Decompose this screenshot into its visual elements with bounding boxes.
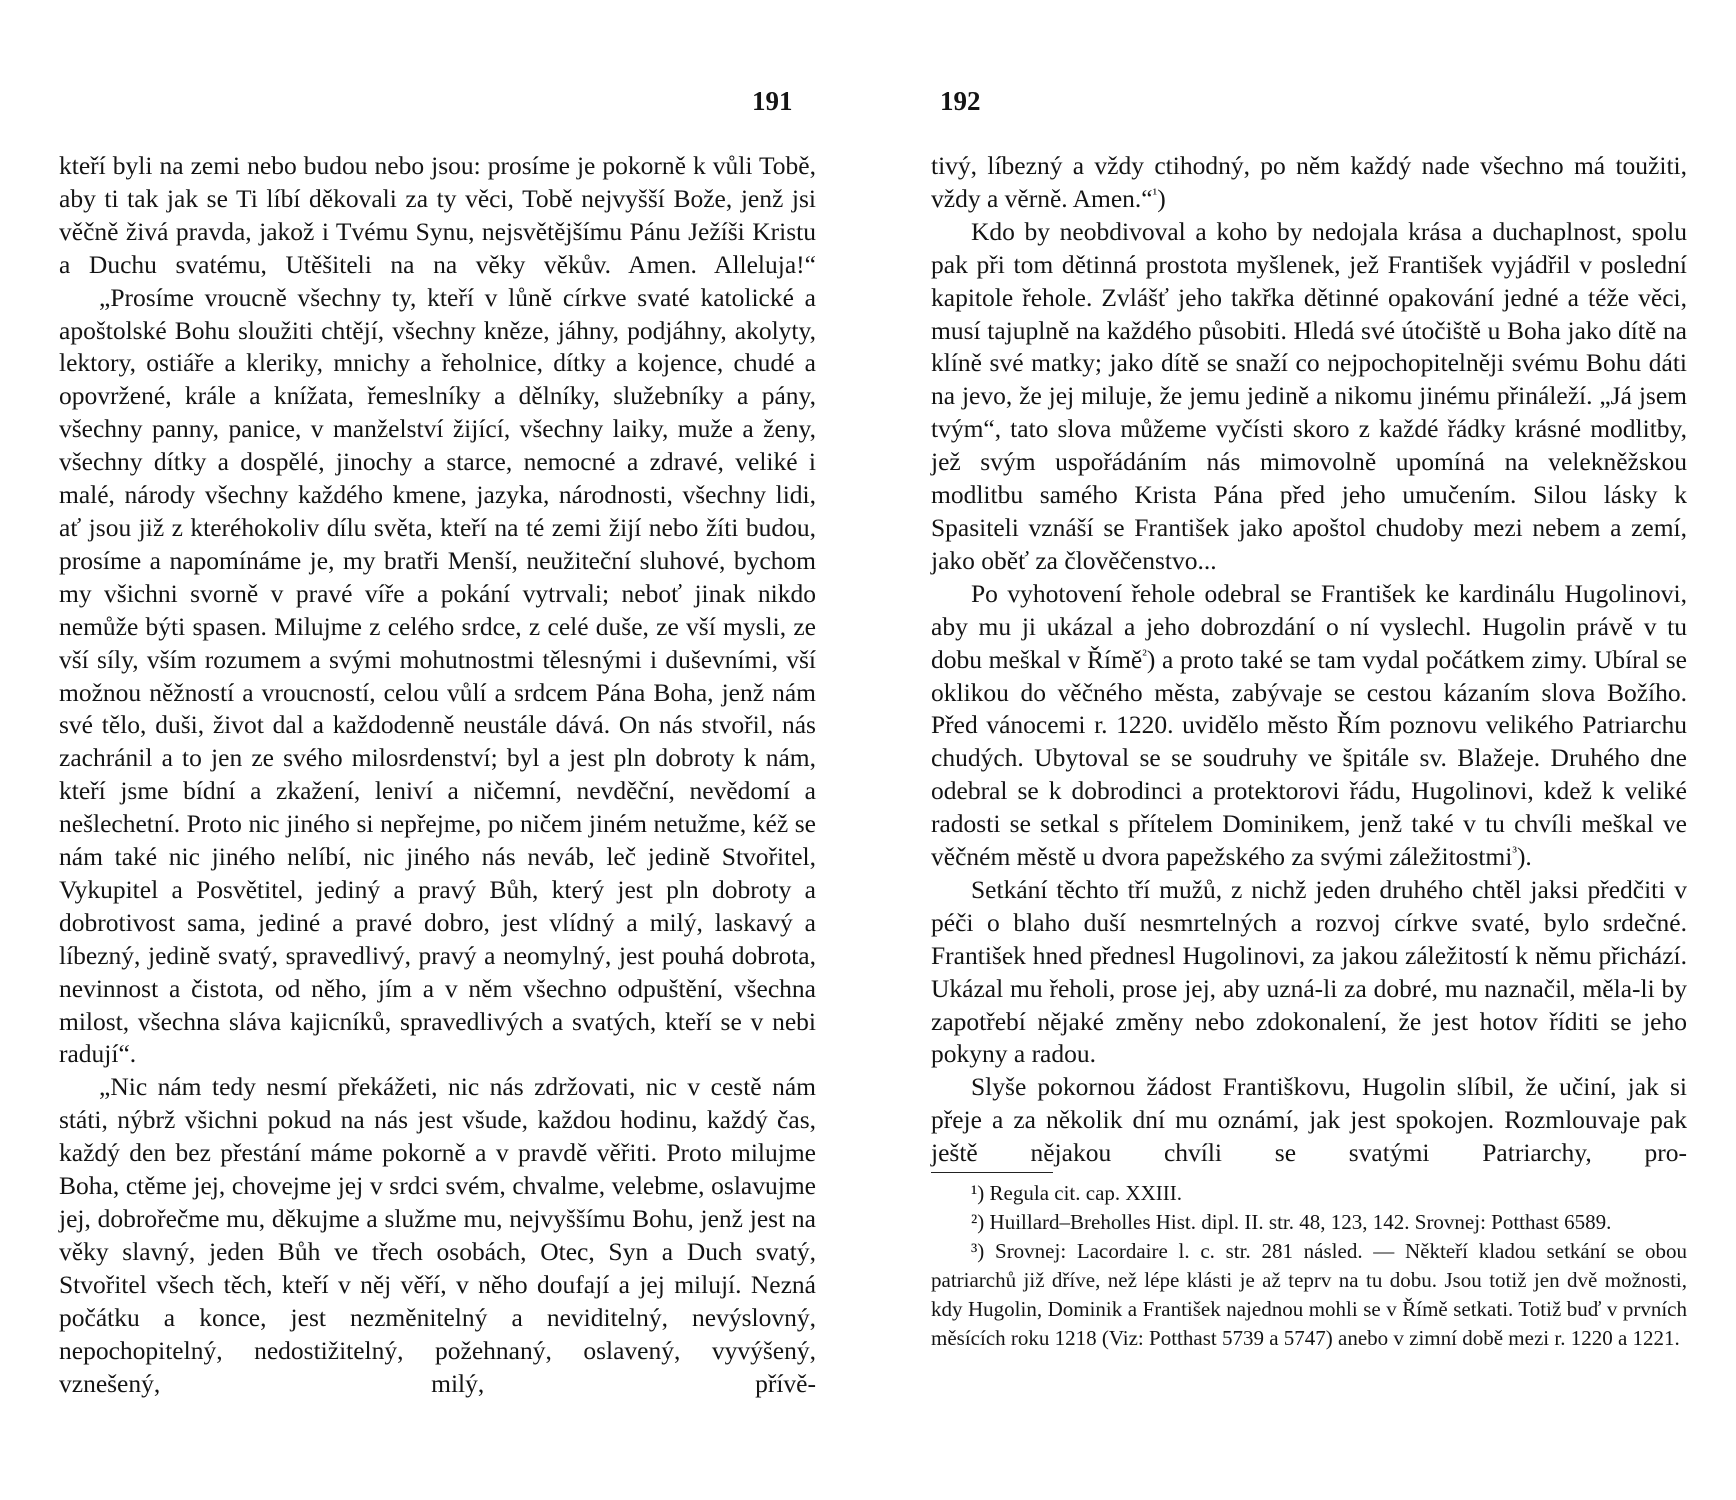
footnote: ¹) Regula cit. cap. XXIII. — [971, 1181, 1182, 1206]
footnote-marker: ³ — [1512, 843, 1517, 861]
paragraph: Kdo by neobdivoval a koho by nedojala krása a duchaplnost, spolu pak při tom dětinná prostota myšlenek, jež František vyjádřil v poslední kapitole řehole. Zvlášť jeho takřka dětinné opakování jedné a téže věci, musí tajuplně na každého působiti. Hledá své útočiště u Boha jako dítě na klíně své matky; jako dítě se snaží co nejpochopitelněji svému Bohu dáti na jevo, že jej miluje, že jemu jedině a nikomu jinému přináleží. „Já jsem tvým“, tato slova můžeme vyčísti skoro z každé řádky krásné modlitby, jež svým uspořádáním nás mimovolně upomíná na velekněžskou modlitbu samého Krista Pána před jeho umučením. Silou lásky k Spasiteli vznáší se František jako apoštol chudoby mezi nebem a zemí, jako oběť za člověčenstvo... — [931, 216, 1687, 575]
body-text — [931, 150, 1687, 1353]
paragraph: Slyše pokornou žádost Františkovu, Hugolin slíbil, že učiní, jak si přeje a za několik dní mu oznámí, jak jest spokojen. Rozmlouvaje pak ještě nějakou chvíli se svatými Patriarchy, pro- — [931, 1072, 1687, 1168]
footnote-marker: ¹ — [1152, 185, 1158, 203]
paragraph: „Nic nám tedy nesmí překážeti, nic nás zdržovati, nic v cestě nám státi, nýbrž všichni pokud na nás jest všude, každou hodinu, každý čas, každý den bez přestání máme pokorně a v pravdě věřiti. Proto milujme Boha, ctěme jej, chovejme jej v srdci svém, chvalme, velebme, oslavujme jej, dobrořečme mu, děkujme a služme mu, nejvyššímu Bohu, jenž jest na věky slavný, jeden Bůh ve třech osobách, Otec, Syn a Duch svatý, Stvořitel všech těch, kteří v něj věří, v něho doufají a jej milují. Nezná počátku a konce, jest nezměnitelný a neviditelný, nevýslovný, nepochopitelný, nedostižitelný, požehnaný, oslavený, vyvýšený, vznešený, milý, přívě- — [59, 1072, 816, 1398]
paragraph: Po vyhotovení řehole odebral se František ke kardinálu Hugolinovi, aby mu ji ukázal a jeho dobrozdání o ní vyslechl. Hugolin právě v tu dobu meškal v Římě$^{^2}$) a proto také se tam vydal počátkem zimy. Ubíral se oklikou do věčného města, zabývaje se cestou kázaním slova Božího. Před vánocemi r. 1220. uvidělo město Řím poznovu velikého Patriarchu chudých. Ubytoval se se soudruhy ve špitále sv. Blažeje. Druhého dne odebral se k dobrodinci a protektorovi řádu, Hugolinovi, kdež k veliké radosti se setkal s přítelem Dominikem, jenž také v tu chvíli meškal ve věčném městě u dvora papežského za svými záležitostmi$^{^3}$). — [931, 578, 1687, 872]
body-text — [59, 150, 816, 1400]
footnote: ³) Srovnej: Lacordaire l. c. str. 281 násled. — Někteří kladou setkání se obou patriarchů již dříve, než lépe klásti je až teprv na tu dobu. Jsou totiž jen dvě možnosti, kdy Hugolin, Dominik a František najednou mohli se v Římě setkati. Totiž buď v prvních měsících roku 1218 (Viz: Potthast 5739 a 5747) anebo v zimní době mezi r. 1220 a 1221. — [931, 1239, 1687, 1351]
footnote-divider — [931, 1172, 1053, 1173]
paragraph: Setkání těchto tří mužů, z nichž jeden druhého chtěl jaksi předčiti v péči o blaho duší nesmrtelných a rozvoj církve svaté, bylo srdečné. František hned přednesl Hugolinovi, za jakou záležitostí k němu přichází. Ukázal mu řeholi, prose jej, aby uzná-li za dobré, mu naznačil, měla-li by zapotřebí nějaké změny nebo zdokonalení, že jest hotov říditi se jeho pokyny a radou. — [931, 874, 1687, 1069]
page-number: 191 — [752, 86, 793, 116]
page-number: 192 — [940, 86, 981, 116]
footnote-marker: ² — [1142, 646, 1147, 664]
right-page — [868, 0, 1736, 1500]
paragraph: tivý, líbezný a vždy ctihodný, po něm každý nade všechno má toužiti, vždy a věrně. Amen.“$^{^1}$) — [931, 151, 1687, 213]
paragraph: kteří byli na zemi nebo budou nebo jsou: prosíme je pokorně k vůli Tobě, aby ti tak jak se Ti líbí děkovali za ty věci, Tobě nejvyšší Bože, jenž jsi věčně živá pravda, jakož i Tvému Synu, nejsvětějšímu Pánu Ježíši Kristu a Duchu svatému, Utěšiteli na na věky věkův. Amen. Alleluja!“ — [59, 151, 816, 279]
paragraph: „Prosíme vroucně všechny ty, kteří v lůně církve svaté katolické a apoštolské Bohu sloužiti chtějí, všechny kněze, jáhny, podjáhny, akolyty, lektory, ostiáře a kleriky, mnichy a řeholnice, dítky a kojence, chudé a opovržené, krále a knížata, řemeslníky a dělníky, služebníky a pány, všechny panny, panice, v manželství žijící, všechny laiky, muže a ženy, všechny dítky a dospělé, jinochy a starce, nemocné a zdravé, veliké i malé, národy všechny každého kmene, jazyka, národnosti, všechny lidi, ať jsou již z kteréhokoliv dílu světa, kteří na té zemi žijí nebo žíti budou, prosíme a napomínáme je, my bratři Menší, neužiteční sluhové, bychom my všichni svorně v pravé víře a pokání vytrvali; neboť jinak nikdo nemůže býti spasen. Milujme z celého srdce, z celé duše, ze vší mysli, ze vší síly, vším rozumem a svými mohutnostmi tělesnými i duševními, vší možnou něžností a vroucností, celou vůlí a srdcem Pána Boha, jenž nám své tělo, duši, život dal a každodenně neustále dává. On nás stvořil, nás zachránil a to jen ze svého milosrdenství; byl a jest pln dobroty k nám, kteří jsme bídní a zkažení, leniví a ničemní, nevděční, nevědomí a nešlechetní. Proto nic jiného si nepřejme, po ničem jiném netužme, kéž se nám také nic jiného nelíbí, nic jiného nás neváb, leč jedině Stvořitel, Vykupitel a Posvětitel, jediný a pravý Bůh, který jest pln dobroty a dobrotivost sama, jediné a pravé dobro, jest vlídný a milý, laskavý a líbezný, jedině svatý, spravedlivý, pravý a neomylný, jest pouhá dobrota, nevinnost a čistota, od něho, jím a v něm všechno odpuštění, všechna milost, všechna sláva kajicníků, spravedlivých a svatých, kteří se v nebi radují“. — [59, 282, 816, 1069]
footnote: ²) Huillard–Breholles Hist. dipl. II. str. 48, 123, 142. Srovnej: Potthast 6589. — [971, 1210, 1612, 1235]
